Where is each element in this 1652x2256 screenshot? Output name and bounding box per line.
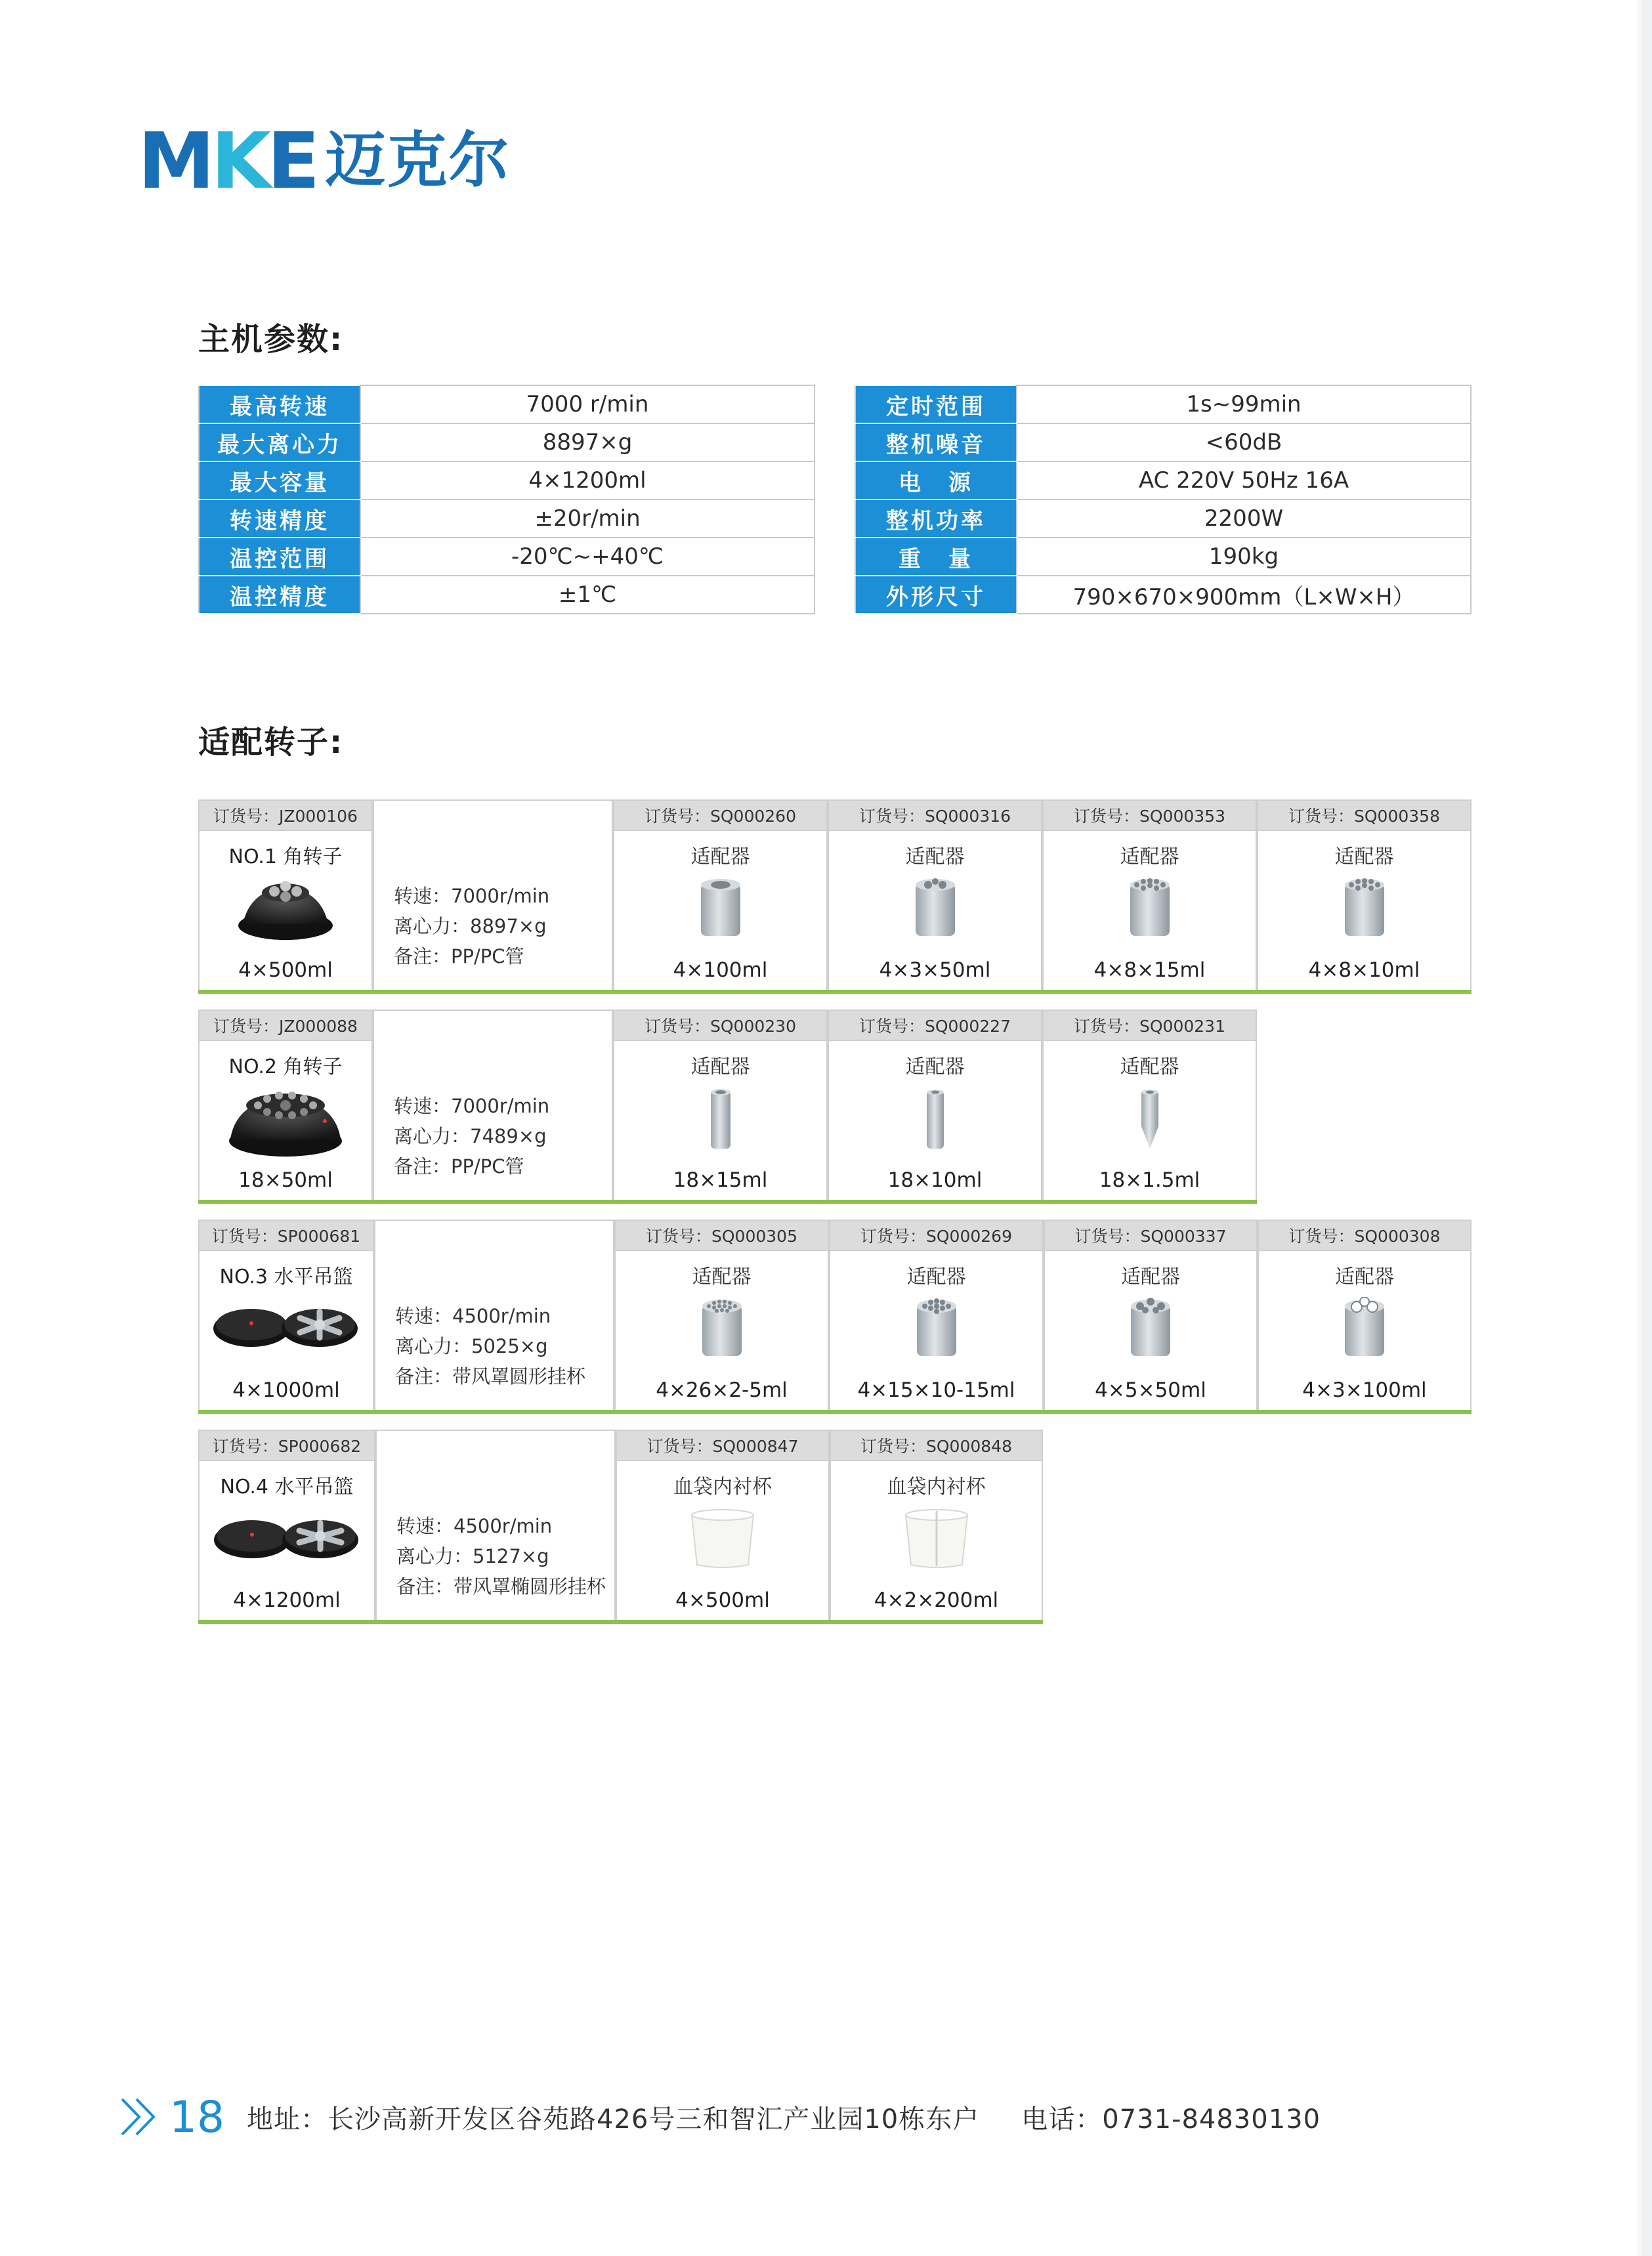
rotor-note: 备注：PP/PC管 (394, 1155, 524, 1178)
rotor-cell (198, 1461, 375, 1621)
rotor-capacity: 4×1000ml (232, 1378, 340, 1402)
rotor-note: 备注：PP/PC管 (394, 945, 524, 968)
rotor-name: NO.3 水平吊篮 (219, 1266, 353, 1288)
spec-label: 最大容量 (199, 461, 360, 500)
spec-value: AC 220V 50Hz 16A (1017, 461, 1471, 500)
accessory-cell (828, 831, 1042, 991)
spec-row (855, 461, 1471, 500)
host-params-table-right (855, 385, 1472, 614)
spec-value: 790×670×900mm（L×W×H） (1017, 576, 1471, 614)
group-bottom-line (198, 1200, 1257, 1204)
accessory-title: 适配器 (692, 1266, 752, 1288)
accessory-cell (614, 1251, 829, 1411)
rotor-capacity: 4×500ml (238, 958, 333, 982)
rotor-order-number: 订货号：SP000681 (198, 1220, 374, 1251)
spec-row (855, 538, 1471, 576)
rotor-order-number: 订货号：SP000682 (198, 1430, 375, 1461)
blood-bag-liner-cup-image (687, 1507, 759, 1573)
accessory-order-number: 订货号：SQ000353 (1042, 799, 1257, 831)
spec-value: 4×1200ml (360, 461, 815, 500)
logo-chinese-name: 迈克尔 (325, 125, 511, 196)
group-bottom-line (198, 990, 1472, 994)
rotor-name: NO.1 角转子 (228, 845, 343, 868)
spec-header-spacer (375, 1430, 616, 1461)
blood-bag-liner-cup-divided-image (900, 1507, 973, 1573)
footer-address: 地址：长沙高新开发区谷苑路426号三和智汇产业园10栋东户 (246, 2104, 980, 2135)
logo-letter-m: M (138, 116, 211, 206)
angle-rotor-image (236, 872, 335, 944)
spec-row (855, 500, 1471, 538)
accessory-order-number: 订货号：SQ000358 (1257, 799, 1472, 831)
logo-mark (138, 116, 316, 206)
spec-row (855, 423, 1471, 461)
rotor-cell (198, 1041, 373, 1201)
spec-row (199, 538, 815, 576)
accessory-order-number: 订货号：SQ000308 (1258, 1220, 1472, 1251)
logo-letter-k: K (211, 116, 267, 206)
page-footer (118, 2091, 1321, 2143)
accessory-capacity: 18×1.5ml (1099, 1168, 1200, 1192)
rotor-force: 离心力：8897×g (394, 915, 547, 937)
rotor-force: 离心力：5127×g (396, 1545, 549, 1567)
accessory-cell (828, 1041, 1042, 1201)
rotor-spec-cell (375, 1461, 616, 1621)
accessory-cell (830, 1461, 1043, 1621)
spec-label: 外形尺寸 (855, 576, 1017, 614)
accessory-order-number: 订货号：SQ000260 (613, 799, 828, 831)
spec-header-spacer (373, 1010, 613, 1041)
rotor-spec-cell (373, 1041, 613, 1201)
accessory-capacity: 4×8×10ml (1308, 958, 1420, 982)
adapter-image-8-hole (1342, 877, 1387, 943)
accessory-title: 适配器 (1120, 1055, 1179, 1078)
spec-value: 7000 r/min (360, 385, 815, 423)
swing-bucket-rotor-image (211, 1292, 362, 1357)
accessory-title: 血袋内衬杯 (673, 1476, 772, 1499)
rotor-spec-cell (374, 1251, 614, 1411)
accessory-capacity: 4×500ml (675, 1588, 770, 1612)
accessory-cell (1258, 1251, 1472, 1411)
accessory-cell (1044, 1251, 1258, 1411)
spec-label: 温控范围 (199, 538, 360, 576)
rotor-name: NO.2 角转子 (228, 1055, 343, 1078)
accessory-order-number: 订货号：SQ000847 (616, 1430, 830, 1461)
spec-value: <60dB (1017, 423, 1471, 461)
adapter-tube-image (922, 1087, 948, 1153)
adapter-image-3-hole (912, 877, 958, 943)
spec-row (199, 385, 815, 423)
spec-label: 重 量 (855, 538, 1017, 576)
spec-row (855, 576, 1471, 614)
rotor-spec-cell (373, 831, 613, 991)
accessory-cell (613, 1041, 828, 1201)
rotor-note: 备注：带风罩椭圆形挂杯 (396, 1575, 606, 1598)
spec-value: 2200W (1017, 500, 1471, 538)
group-bottom-line (198, 1620, 1043, 1624)
spec-label: 温控精度 (199, 576, 360, 614)
accessory-capacity: 4×8×15ml (1093, 958, 1206, 982)
page-number: 18 (169, 2091, 224, 2142)
spec-label: 定时范围 (855, 385, 1017, 423)
spec-row (199, 423, 815, 461)
accessory-title: 适配器 (690, 1055, 750, 1078)
adapter-image-3-hole (1341, 1297, 1388, 1360)
spec-label: 最高转速 (199, 385, 360, 423)
company-logo (138, 116, 511, 206)
accessory-title: 适配器 (905, 845, 965, 868)
spec-label: 最大离心力 (199, 423, 360, 461)
accessory-capacity: 4×3×50ml (879, 958, 991, 982)
accessory-capacity: 4×2×200ml (874, 1588, 999, 1612)
spec-header-spacer (374, 1220, 614, 1251)
rotor-speed: 转速：4500r/min (396, 1515, 553, 1537)
accessory-order-number: 订货号：SQ000337 (1044, 1220, 1258, 1251)
rotor-cell (198, 1251, 374, 1411)
spec-value: ±20r/min (360, 500, 815, 538)
spec-value: -20℃~+40℃ (360, 538, 815, 576)
accessory-title: 适配器 (1334, 845, 1394, 868)
accessory-title: 适配器 (1121, 1266, 1180, 1288)
spec-label: 整机功率 (855, 500, 1017, 538)
group-bottom-line (198, 1410, 1472, 1414)
adapter-image-5-hole (1127, 1297, 1174, 1360)
accessory-title: 血袋内衬杯 (887, 1476, 986, 1499)
spec-value: ±1℃ (360, 576, 815, 614)
rotor-name: NO.4 水平吊篮 (220, 1476, 354, 1499)
accessory-title: 适配器 (906, 1266, 966, 1288)
rotor-speed: 转速：4500r/min (395, 1305, 551, 1327)
accessory-title: 适配器 (690, 845, 750, 868)
accessory-title: 适配器 (1335, 1266, 1394, 1288)
accessory-cell (829, 1251, 1044, 1411)
rotor-speed: 转速：7000r/min (394, 885, 550, 907)
accessory-order-number: 订货号：SQ000230 (613, 1010, 828, 1041)
accessory-cell (616, 1461, 830, 1621)
swing-bucket-rotor-image (211, 1502, 362, 1567)
spec-header-spacer (373, 799, 613, 831)
rotor-force: 离心力：7489×g (394, 1125, 547, 1147)
accessory-title: 适配器 (905, 1055, 965, 1078)
double-chevron-icon (118, 2094, 164, 2140)
accessory-capacity: 4×26×2-5ml (656, 1378, 788, 1402)
footer-phone: 电话：0731-84830130 (1021, 2104, 1321, 2135)
accessory-capacity: 18×15ml (673, 1168, 768, 1192)
adapter-tube-image (708, 1087, 734, 1153)
spec-row (199, 500, 815, 538)
accessory-order-number: 订货号：SQ000269 (829, 1220, 1044, 1251)
rotor-group-1 (198, 799, 1472, 994)
spec-value: 8897×g (360, 423, 815, 461)
spec-row (855, 385, 1471, 423)
accessory-cell (1042, 1041, 1257, 1201)
host-params-table-left (198, 385, 815, 614)
accessory-cell (1257, 831, 1472, 991)
rotor-capacity: 18×50ml (238, 1168, 333, 1192)
accessory-order-number: 订货号：SQ000316 (828, 799, 1042, 831)
accessory-order-number: 订货号：SQ000227 (828, 1010, 1042, 1041)
spec-label: 整机噪音 (855, 423, 1017, 461)
accessory-capacity: 4×15×10-15ml (857, 1378, 1015, 1402)
accessory-title: 适配器 (1120, 845, 1179, 868)
accessory-capacity: 18×10ml (887, 1168, 983, 1192)
rotor-group-2 (198, 1010, 1257, 1204)
rotor-group-4 (198, 1430, 1043, 1624)
adapter-image-26-hole (698, 1297, 746, 1360)
adapter-image-15-hole (913, 1297, 960, 1360)
spec-label: 电 源 (855, 461, 1017, 500)
adapter-conical-tube-image (1137, 1087, 1163, 1153)
accessory-capacity: 4×100ml (673, 958, 768, 982)
rotor-force: 离心力：5025×g (395, 1335, 548, 1357)
spec-label: 转速精度 (199, 500, 360, 538)
spec-value: 1s~99min (1017, 385, 1471, 423)
accessory-capacity: 4×5×50ml (1095, 1378, 1206, 1402)
logo-letter-e: E (266, 116, 316, 206)
spec-value: 190kg (1017, 538, 1471, 576)
rotor-cell (198, 831, 373, 991)
accessory-order-number: 订货号：SQ000305 (614, 1220, 829, 1251)
rotor-note: 备注：带风罩圆形挂杯 (395, 1365, 586, 1388)
accessory-order-number: 订货号：SQ000848 (830, 1430, 1043, 1461)
rotor-order-number: 订货号：JZ000106 (198, 799, 373, 831)
accessory-cell (613, 831, 828, 991)
adapter-image-8-hole (1127, 877, 1173, 943)
accessory-capacity: 4×3×100ml (1302, 1378, 1427, 1402)
rotors-title: 适配转子: (198, 724, 344, 761)
spec-row (199, 576, 815, 614)
rotor-order-number: 订货号：JZ000088 (198, 1010, 373, 1041)
angle-rotor-image (226, 1082, 345, 1159)
accessory-order-number: 订货号：SQ000231 (1042, 1010, 1257, 1041)
rotor-group-3 (198, 1220, 1472, 1414)
page-edge-band (1638, 0, 1652, 2256)
rotor-capacity: 4×1200ml (233, 1588, 341, 1612)
adapter-image-1-hole (698, 877, 744, 943)
accessory-cell (1042, 831, 1257, 991)
rotor-speed: 转速：7000r/min (394, 1095, 550, 1117)
spec-row (199, 461, 815, 500)
host-params-title: 主机参数: (198, 321, 344, 358)
